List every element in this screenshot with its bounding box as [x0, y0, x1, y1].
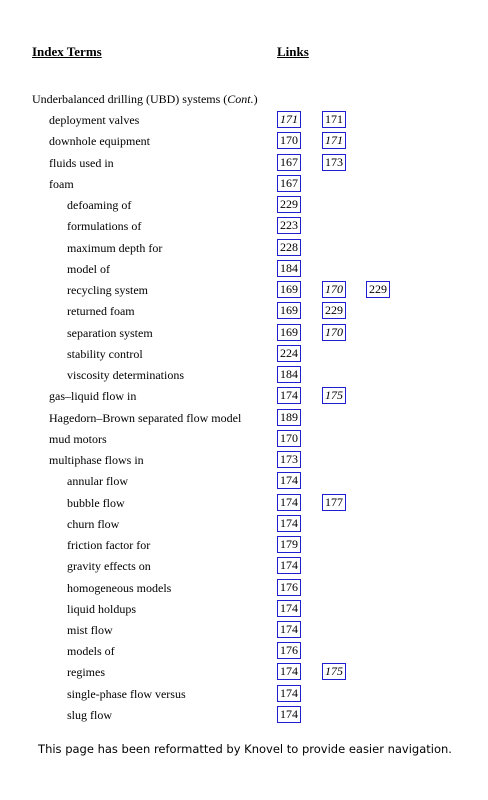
index-terms-heading: Index Terms [32, 44, 102, 59]
index-term-text: defoaming of [67, 198, 132, 213]
index-term-text: formulations of [67, 219, 142, 234]
index-term [67, 326, 153, 340]
index-entry [0, 684, 488, 705]
index-term [49, 134, 150, 148]
index-term [67, 559, 151, 573]
index-entry [0, 195, 488, 216]
page-link[interactable]: 170 [322, 324, 346, 341]
index-entry [0, 408, 488, 429]
index-term [67, 474, 128, 488]
index-entry [0, 535, 488, 556]
page-link[interactable]: 229 [366, 281, 390, 298]
index-entry [0, 280, 488, 301]
index-entry [0, 705, 488, 726]
page-link[interactable]: 174 [277, 600, 301, 617]
index-term [67, 262, 110, 276]
index-entry [0, 556, 488, 577]
page-link[interactable]: 171 [277, 111, 301, 128]
page-link[interactable]: 174 [277, 515, 301, 532]
index-term [67, 496, 125, 510]
index-term [67, 687, 186, 701]
index-term-text: Underbalanced drilling (UBD) systems [32, 92, 221, 106]
page-link[interactable]: 184 [277, 260, 301, 277]
index-term-text: multiphase flows in [49, 453, 144, 468]
index-term [49, 453, 144, 467]
index-term-text: foam [49, 176, 74, 191]
index-term [67, 665, 105, 679]
page-link[interactable]: 170 [322, 281, 346, 298]
index-term [49, 113, 139, 127]
page-link[interactable]: 223 [277, 217, 301, 234]
index-entry [0, 153, 488, 174]
index-term [67, 198, 131, 212]
index-entry [0, 301, 488, 322]
index-term-text: churn flow [67, 516, 120, 531]
index-entry [0, 365, 488, 386]
index-entry [0, 89, 488, 110]
index-term-text: deployment valves [49, 113, 140, 128]
page-link[interactable]: 169 [277, 281, 301, 298]
index-entry [0, 641, 488, 662]
index-term-text: gas–liquid flow in [49, 389, 137, 404]
index-term [67, 219, 141, 233]
index-term [67, 283, 148, 297]
index-term-text: liquid holdups [67, 601, 137, 616]
index-entry [0, 599, 488, 620]
index-entry [0, 429, 488, 450]
index-term [67, 304, 135, 318]
page-link[interactable]: 228 [277, 239, 301, 256]
index-term [49, 411, 241, 425]
page-link[interactable]: 170 [277, 132, 301, 149]
page-link[interactable]: 184 [277, 366, 301, 383]
index-term-text: regimes [67, 665, 105, 680]
index-term-text: homogeneous models [67, 580, 172, 595]
index-entry [0, 238, 488, 259]
page-link[interactable]: 167 [277, 175, 301, 192]
page-link[interactable]: 229 [322, 302, 346, 319]
index-term-text: mist flow [67, 623, 113, 637]
page-link[interactable]: 177 [322, 494, 346, 511]
page-link[interactable]: 174 [277, 557, 301, 574]
index-entry [0, 578, 488, 599]
page-link[interactable]: 229 [277, 196, 301, 213]
index-term-text: bubble flow [67, 495, 125, 510]
index-term [67, 623, 113, 637]
index-term [67, 347, 143, 361]
page-link[interactable]: 174 [277, 621, 301, 638]
index-entry [0, 323, 488, 344]
index-term [49, 156, 114, 170]
index-term [49, 389, 136, 403]
index-term-text: models of [67, 644, 115, 659]
index-entry [0, 450, 488, 471]
page-link[interactable]: 176 [277, 579, 301, 596]
index-term-text: Hagedorn–Brown separated flow model [49, 410, 242, 425]
index-term: Underbalanced drilling (UBD) systems (Cont.) [32, 92, 258, 106]
index-term [67, 708, 112, 722]
page-link[interactable]: 175 [322, 387, 346, 404]
index-term-text: friction factor for [67, 538, 151, 553]
index-term [67, 517, 119, 531]
page-link[interactable]: 174 [277, 472, 301, 489]
index-term-text: recycling system [67, 283, 148, 298]
index-term-text: stability control [67, 346, 143, 361]
page-link[interactable]: 176 [277, 642, 301, 659]
index-entry [0, 514, 488, 535]
index-term [67, 602, 136, 616]
index-entry [0, 259, 488, 280]
page-link[interactable]: 175 [322, 663, 346, 680]
page-link[interactable]: 174 [277, 663, 301, 680]
index-term [49, 432, 107, 446]
index-term [67, 368, 184, 382]
links-heading: Links [277, 44, 309, 59]
page-link[interactable]: 179 [277, 536, 301, 553]
page-link[interactable]: 189 [277, 409, 301, 426]
index-term [67, 241, 162, 255]
index-entry [0, 174, 488, 195]
index-term [67, 538, 150, 552]
page-link[interactable]: 174 [277, 685, 301, 702]
index-term [67, 581, 171, 595]
page-link[interactable]: 170 [277, 430, 301, 447]
index-term-text: maximum depth for [67, 240, 163, 255]
page-link[interactable]: 167 [277, 154, 301, 171]
index-term [67, 644, 115, 658]
index-entry [0, 662, 488, 683]
index-term-text: mud motors [49, 431, 107, 446]
index-entry [0, 493, 488, 514]
index-term-text: returned foam [67, 304, 135, 319]
index-entry [0, 386, 488, 407]
page-link[interactable]: 171 [322, 132, 346, 149]
index-entry [0, 344, 488, 365]
page-link[interactable]: 169 [277, 324, 301, 341]
index-term-text: model of [67, 261, 110, 276]
index-entry [0, 216, 488, 237]
index-term-text: slug flow [67, 707, 112, 722]
index-term-text: annular flow [67, 474, 128, 489]
page-link[interactable]: 174 [277, 494, 301, 511]
index-entry [0, 131, 488, 152]
index-term [49, 177, 74, 191]
page-link[interactable]: 224 [277, 345, 301, 362]
index-term-text: single-phase flow versus [67, 686, 186, 701]
index-term-text: gravity effects on [67, 559, 151, 574]
page-link[interactable]: 173 [277, 451, 301, 468]
index-term-text: separation system [67, 325, 153, 340]
page-link[interactable]: 173 [322, 154, 346, 171]
page-link[interactable]: 174 [277, 706, 301, 723]
footer-note: This page has been reformatted by Knovel to provide easier navigation. [38, 742, 452, 756]
index-term-text: fluids used in [49, 155, 114, 170]
continued-marker: Cont. [227, 92, 254, 106]
page-link[interactable]: 174 [277, 387, 301, 404]
index-entry [0, 471, 488, 492]
index-term-text: viscosity determinations [67, 368, 184, 383]
index-entry [0, 110, 488, 131]
index-entry [0, 620, 488, 641]
page-link[interactable]: 169 [277, 302, 301, 319]
index-term-text: downhole equipment [49, 134, 150, 149]
page-link[interactable]: 171 [322, 111, 346, 128]
